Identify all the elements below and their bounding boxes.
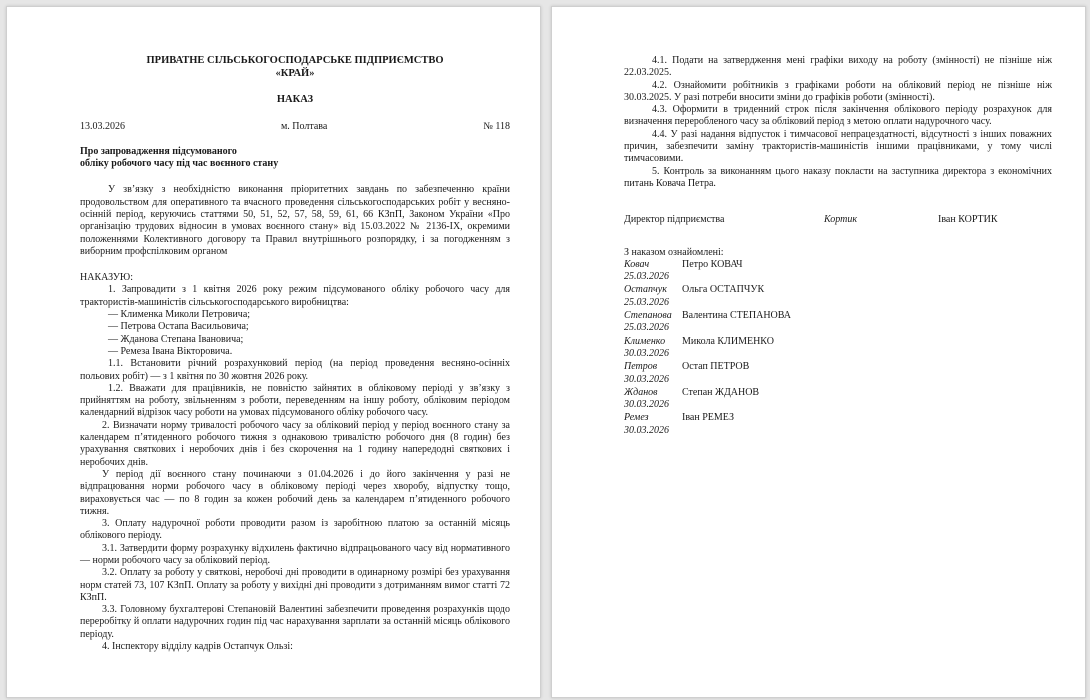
document-page-1 [6, 6, 541, 698]
organization-name-line-2: «КРАЙ» [275, 67, 315, 79]
item-3: 3. Оплату надурочної роботи проводити разом із заробітною платою за останній місяць облікового періоду. [80, 518, 510, 542]
employee-name: Іван РЕМЕЗ [682, 412, 735, 424]
order-number: № 118 [483, 120, 510, 132]
employee-name: Валентина СТЕПАНОВА [682, 310, 792, 322]
item-5: 5. Контроль за виконанням цього наказу покласти на заступника директора з економічних питань Ковача Петра. [624, 165, 1052, 189]
employee-signature: Остапчук [624, 284, 667, 296]
employee-signature: Петров [624, 361, 658, 373]
acknowledgement-entry [624, 412, 1052, 437]
director-name: Іван КОРТИК [938, 214, 998, 226]
employee-signature: Степанова [624, 310, 672, 322]
item-2: 2. Визначати норму тривалості робочого часу за обліковий період у період воєнного стану за календарем п’ятиденного робочого тижня з однаковою тривалістю робочого дня (8 годин) без урахування святкових і неробочих днів і без скорочення на 1 годину напередодні святкових і неробочих днів. [80, 419, 510, 468]
item-1-1: 1.1. Встановити річний розрахунковий період (на період проведення весняно-осінніх польових робіт) — з 1 квітня по 30 жовтня 2026 року. [80, 358, 510, 382]
acknowledgement-entry [624, 310, 1052, 335]
worker-item: — Жданова Степана Івановича; [108, 333, 244, 345]
item-3-3: 3.3. Головному бухгалтерові Степановій Валентині забезпечити проведення розрахунків щодо переробітку й оплати надурочних годин під час нарахування зарплати за останній місяць облікового періоду. [80, 604, 510, 640]
item-3-1: 3.1. Затвердити форму розрахунку відхилень фактично відпрацьованого часу від нормативного — норми робочого часу за обліковий період. [80, 542, 510, 566]
page-2-content [624, 55, 1052, 438]
acknowledgement-entry [624, 336, 1052, 361]
acknowledgement-date: 25.03.2026 [624, 271, 669, 283]
worker-list [80, 309, 510, 358]
preamble: У зв’язку з необхідністю виконання пріоритетних завдань по забезпеченню країни продовольством для оперативного та вчасного проведення сільськогосподарських робіт у весняно-осінній період, керуючись статтями 50, 51, 52, 57, 58, 59, 61, 66 КЗпП, Законом України «Про організацію трудових відносин в умовах воєнного стану» від 15.03.2022 № 2136-IX, окремими положеннями Колективного договору та Правил внутрішнього розпорядку, і за погодженням з виборним профспілковим органом [80, 184, 510, 257]
acknowledgement-date: 30.03.2026 [624, 373, 669, 385]
order-date: 13.03.2026 [80, 120, 125, 132]
employee-name: Петро КОВАЧ [682, 258, 743, 270]
page-1-content [80, 55, 510, 653]
date-place-number-row [80, 121, 510, 133]
employee-name: Степан ЖДАНОВ [682, 386, 760, 398]
item-1: 1. Запровадити з 1 квітня 2026 року режим підсумованого обліку робочого часу для трактористів-машиністів сільськогосподарського виробництва: [80, 284, 510, 308]
item-1-2: 1.2. Вважати для працівників, не повністю зайнятих в обліковому періоді у зв’язку з прийняттям на роботу, звільненням з роботи, переведенням на іншу роботу, обліковим періодом календарний відрізок часу роботи на умовах підсумованого обліку робочого часу. [80, 382, 510, 419]
director-signature: Кортик [824, 214, 858, 226]
worker-item: — Ремеза Івана Вікторовича. [108, 345, 233, 357]
subject-line-2: обліку робочого часу під час воєнного стану [80, 158, 279, 170]
employee-name: Остап ПЕТРОВ [682, 361, 750, 373]
order-word: НАКАЗУЮ: [80, 272, 133, 284]
acknowledgement-date: 30.03.2026 [624, 347, 669, 359]
item-3-2: 3.2. Оплату за роботу у святкові, неробочі дні проводити в одинарному розмірі без урахування норм статей 73, 107 КЗпП. Оплату за роботу у вихідні дні проводити з дотриманням вимог статті 72 КЗпП. [80, 567, 510, 603]
employee-signature: Клименко [624, 335, 666, 347]
worker-item: — Петрова Остапа Васильовича; [108, 321, 249, 333]
item-4-4: 4.4. У разі надання відпусток і тимчасової непрацездатності, відсутності з інших поважних причин, забезпечити заміну трактористів-машиністів іншими працівниками, у тому числі тимчасовими. [624, 128, 1052, 165]
item-2-continuation: У період дії воєнного стану починаючи з 01.04.2026 і до його закінчення у разі не відпрацювання норми робочого часу в обліковому періоді через хворобу, відпустку тощо, вираховується час — по 8 годин за кожен робочий день за календарем п’ятиденного робочого тижня. [80, 468, 510, 517]
employee-signature: Ремез [624, 412, 649, 424]
employee-name: Микола КЛИМЕНКО [682, 335, 774, 347]
acknowledgement-date: 25.03.2026 [624, 296, 669, 308]
employee-name: Ольга ОСТАПЧУК [682, 284, 765, 296]
order-city: м. Полтава [280, 120, 328, 132]
order-subject [80, 146, 510, 171]
employee-signature: Ковач [624, 258, 650, 270]
acknowledgement-entry [624, 387, 1052, 412]
acknowledgement-date: 30.03.2026 [624, 399, 669, 411]
item-4-1: 4.1. Подати на затвердження мені графіки виходу на роботу (змінності) не пізніше ніж 22.03.2025. [624, 55, 1052, 79]
item-4-3: 4.3. Оформити в триденний строк після закінчення облікового періоду розрахунок для визначення переробленого часу за обліковий період з метою оплати надурочного часу. [624, 104, 1052, 128]
employee-signature: Жданов [624, 386, 658, 398]
document-page-2 [551, 6, 1086, 698]
document-title: НАКАЗ [276, 94, 314, 105]
acknowledgement-list [624, 259, 1052, 437]
director-signature-row [624, 214, 1052, 226]
director-position: Директор підприємства [624, 214, 725, 226]
acknowledgement-entry [624, 259, 1052, 284]
subject-line-1: Про запровадження підсумованого [80, 145, 237, 157]
acknowledgement-date: 30.03.2026 [624, 424, 669, 436]
worker-item: — Клименка Миколи Петровича; [108, 309, 251, 321]
acknowledgement-title: З наказом ознайомлені: [624, 246, 724, 258]
organization-name-line-1: ПРИВАТНЕ СІЛЬСЬКОГОСПОДАРСЬКЕ ПІДПРИЄМСТВО [146, 55, 444, 66]
acknowledgement-entry [624, 284, 1052, 309]
item-4-2: 4.2. Ознайомити робітників з графіками роботи на обліковий період не пізніше ніж 30.03.2025. У разі потреби вносити зміни до графіків роботи (змінності). [624, 79, 1052, 103]
acknowledgement-date: 25.03.2026 [624, 322, 669, 334]
item-4: 4. Інспектору відділу кадрів Остапчук Ользі: [102, 641, 293, 653]
acknowledgement-entry [624, 361, 1052, 386]
